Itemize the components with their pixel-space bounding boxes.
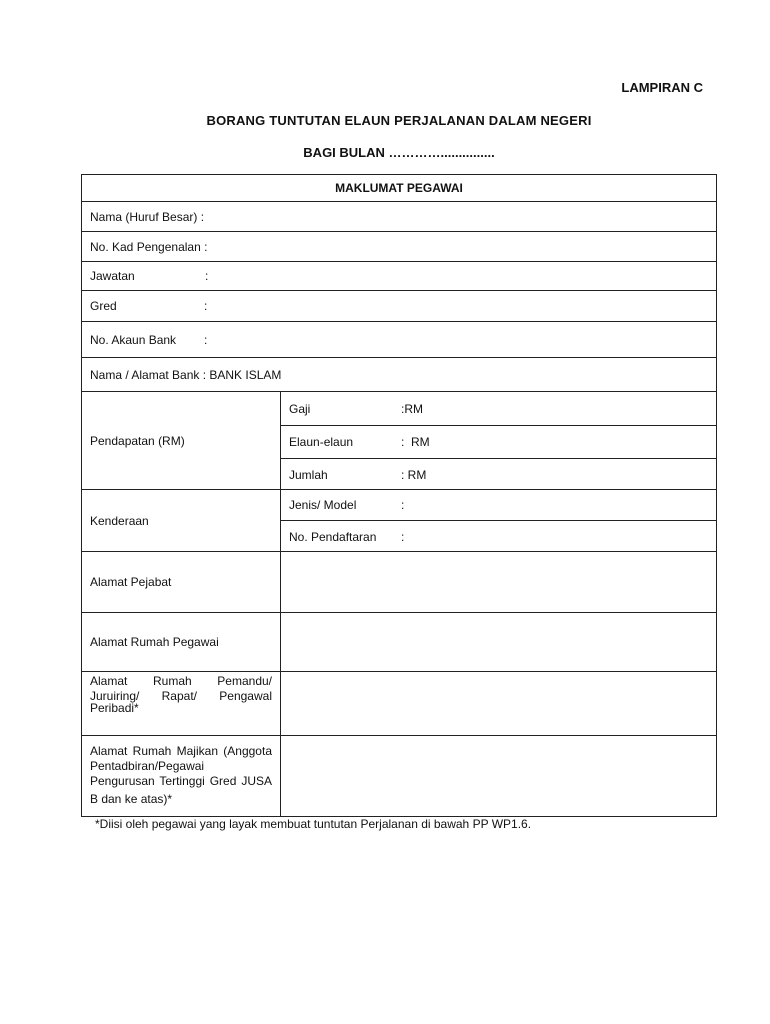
akaun-row [82, 321, 716, 357]
alamat-rumah-input[interactable] [281, 613, 716, 671]
gaji-label: Gaji [289, 401, 311, 416]
gred-label: Gred [90, 299, 117, 313]
alamat-pemandu-line2: Peribadi* [90, 701, 139, 715]
jenis-model-field[interactable] [281, 490, 716, 520]
alamat-majikan-line1: Alamat Rumah Majikan (Anggota Pentadbiran/Pegawai Pengurusan Tertinggi Gred JUSA [90, 744, 272, 788]
employee-info-table [81, 174, 717, 817]
alamat-pemandu-line1: Alamat Rumah Pemandu/ Juruiring/ Rapat/ Pengawal [90, 674, 272, 703]
elaun-label: Elaun-elaun [289, 435, 354, 449]
kenderaan-details [281, 490, 716, 551]
akaun-field[interactable] [82, 322, 716, 357]
gaji-value: :RM [401, 401, 423, 416]
alamat-majikan-line2: B dan ke atas)* [90, 792, 173, 806]
pendapatan-row [82, 391, 716, 489]
gred-row [82, 290, 716, 321]
gred-field[interactable] [82, 291, 716, 321]
jenis-model-label: Jenis/ Model [289, 498, 357, 512]
no-pendaftaran-value: : [401, 529, 405, 544]
alamat-pejabat-input[interactable] [281, 552, 716, 612]
pendapatan-label: Pendapatan (RM) [82, 392, 281, 489]
section-title: MAKLUMAT PEGAWAI [335, 181, 463, 195]
nama-field[interactable] [82, 202, 716, 231]
section-header-row [82, 175, 716, 201]
gaji-field[interactable] [281, 392, 716, 425]
kad-row [82, 231, 716, 261]
jumlah-field[interactable] [281, 458, 716, 490]
alamat-rumah-row [82, 612, 716, 671]
bank-row [82, 357, 716, 391]
akaun-label: No. Akaun Bank [90, 332, 177, 347]
jumlah-label: Jumlah [289, 467, 328, 482]
jumlah-value: : RM [401, 467, 427, 482]
bank-field[interactable] [82, 358, 716, 391]
pendapatan-details [281, 392, 716, 489]
footnote: *Diisi oleh pegawai yang layak membuat tuntutan Perjalanan di bawah PP WP1.6. [95, 817, 532, 831]
alamat-rumah-label: Alamat Rumah Pegawai [82, 613, 281, 671]
alamat-pemandu-input[interactable] [281, 672, 716, 735]
alamat-pejabat-row [82, 551, 716, 612]
elaun-field[interactable] [281, 425, 716, 458]
jawatan-field[interactable] [82, 262, 716, 290]
no-pendaftaran-label: No. Pendaftaran [289, 529, 377, 544]
kenderaan-label: Kenderaan [82, 490, 281, 551]
lampiran-label: LAMPIRAN C [621, 80, 703, 95]
elaun-value: : RM [401, 435, 430, 449]
jawatan-label: Jawatan [90, 269, 135, 283]
alamat-pejabat-label: Alamat Pejabat [82, 552, 281, 612]
nama-label: Nama (Huruf Besar) : [90, 209, 205, 224]
alamat-majikan-input[interactable] [281, 736, 716, 816]
form-subtitle: BAGI BULAN …………............... [303, 145, 495, 160]
akaun-sep: : [204, 332, 208, 347]
jawatan-row [82, 261, 716, 290]
jenis-model-value: : [401, 498, 405, 512]
alamat-pemandu-row [82, 671, 716, 735]
form-title: BORANG TUNTUTAN ELAUN PERJALANAN DALAM NEGERI [206, 113, 592, 128]
kad-field[interactable] [82, 232, 716, 261]
nama-row [82, 201, 716, 231]
no-pendaftaran-field[interactable] [281, 520, 716, 552]
bank-label: Nama / Alamat Bank : BANK ISLAM [90, 367, 282, 382]
alamat-majikan-row [82, 735, 716, 816]
jawatan-sep: : [205, 269, 209, 283]
kad-label: No. Kad Pengenalan : [90, 239, 208, 254]
gred-sep: : [204, 299, 208, 313]
kenderaan-row [82, 489, 716, 551]
